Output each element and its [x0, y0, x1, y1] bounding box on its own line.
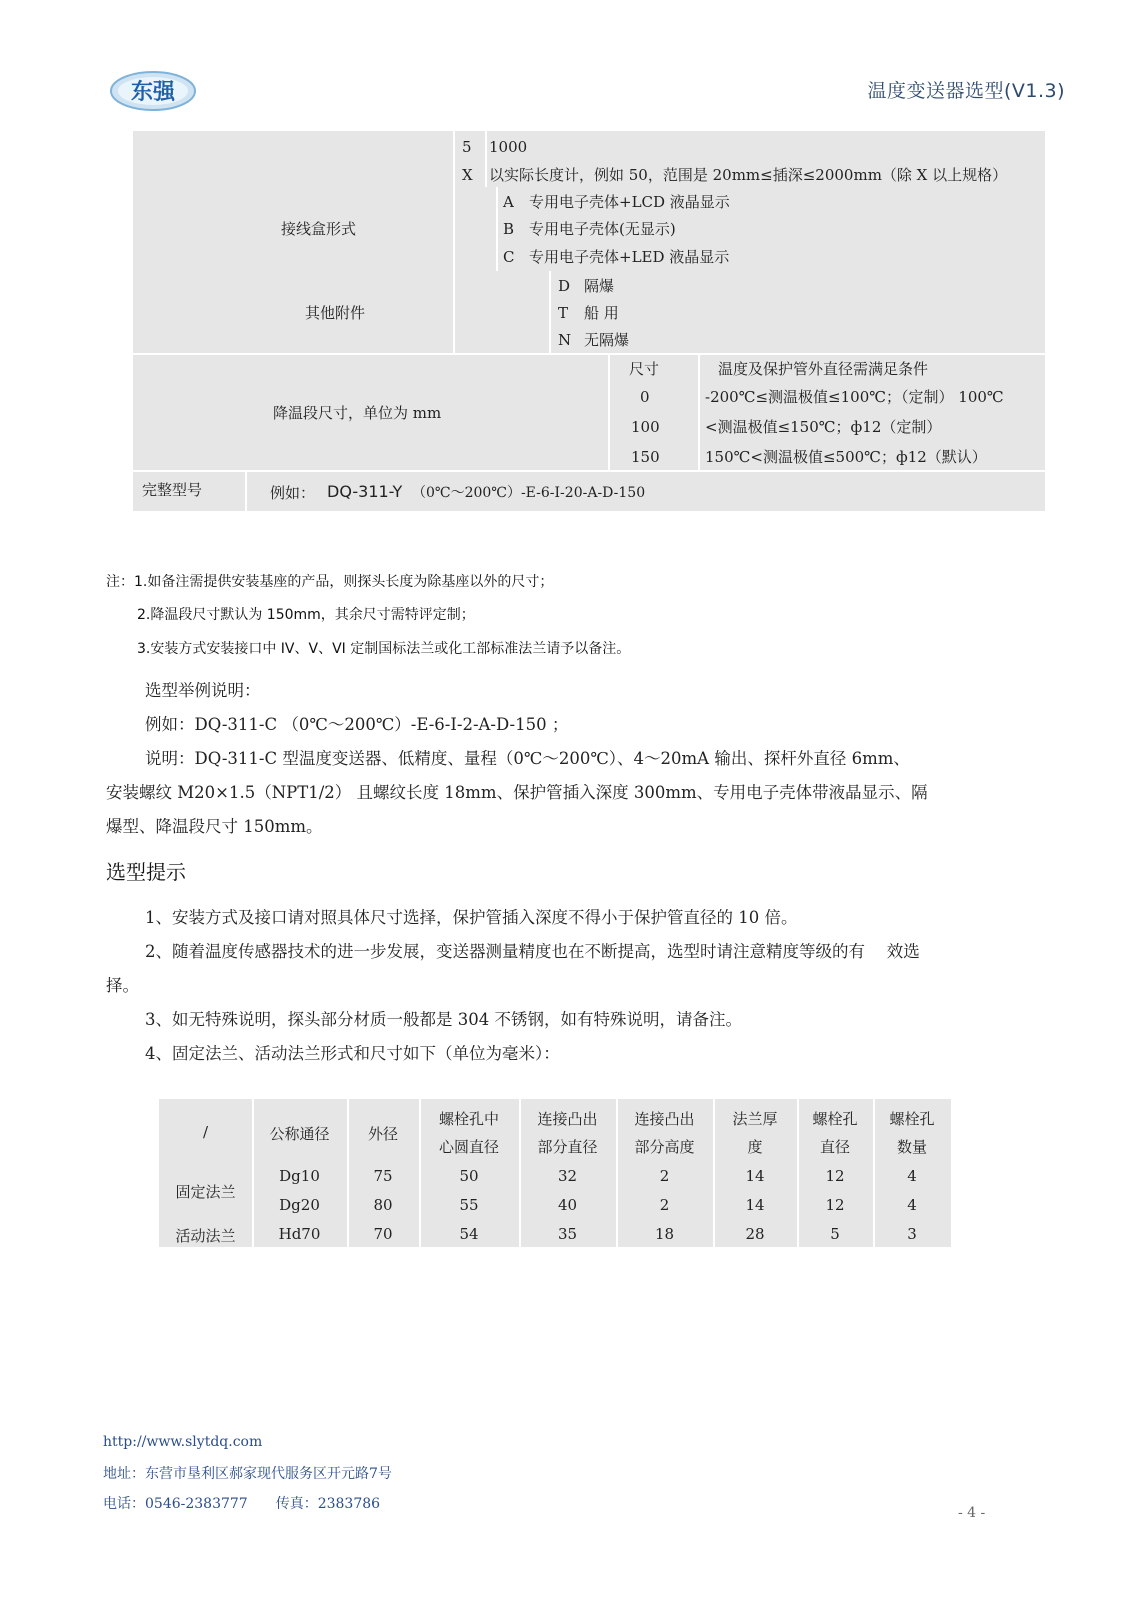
flange-cell: 54: [459, 1225, 479, 1243]
cooling-condition-0: -200℃≤测温极值≤100℃；（定制） 100℃: [705, 388, 1004, 406]
flange-cell: 50: [459, 1167, 479, 1185]
length-desc-x: 以实际长度计，例如 50，范围是 20mm≤插深≤2000mm（除 X 以上规格）: [489, 166, 1008, 184]
company-logo: [108, 68, 198, 114]
length-code-x: X: [462, 166, 473, 184]
accessory-code-n: N: [558, 331, 572, 349]
accessory-desc-t: 船 用: [584, 304, 619, 322]
example-line-3: 安装螺纹 M20×1.5（NPT1/2） 且螺纹长度 18mm、保护管插入深度 300mm、专用电子壳体带液晶显示、隔: [106, 783, 928, 802]
example-heading: 选型举例说明：: [145, 681, 261, 700]
flange-cell: Dg20: [279, 1196, 320, 1214]
note-3: 3.安装方式安装接口中 IV、V、VI 定制国标法兰或化工部标准法兰请予以备注。: [137, 641, 631, 657]
tip-1: 1、安装方式及接口请对照具体尺寸选择，保护管插入深度不得小于保护管直径的 10 倍。: [145, 908, 798, 927]
logo-text: 东强: [130, 80, 176, 105]
flange-cell: 80: [373, 1196, 393, 1214]
junction-box-label: 接线盒形式: [281, 220, 357, 238]
flange-header-thickness-2: 度: [747, 1138, 763, 1156]
flange-header-bolt-circle-1: 螺栓孔中: [438, 1110, 499, 1128]
flange-cell: 14: [745, 1196, 765, 1214]
flange-cell: 32: [557, 1167, 578, 1185]
accessory-desc-d: 隔爆: [584, 277, 615, 295]
flange-table: [159, 1099, 951, 1247]
flange-header-boss-dia-1: 连接凸出: [537, 1110, 598, 1128]
document-title: 温度变送器选型(V1.3): [867, 80, 1065, 102]
flange-header-boss-height-1: 连接凸出: [634, 1110, 695, 1128]
full-model-label: 完整型号: [142, 481, 203, 499]
full-model-prefix: 例如：: [270, 484, 316, 502]
accessories-label: 其他附件: [305, 304, 366, 322]
example-line-2: 说明：DQ-311-C 型温度变送器、低精度、量程（0℃～200℃）、4～20mA 输出、探杆外直径 6mm、: [145, 749, 910, 768]
tip-4: 4、固定法兰、活动法兰形式和尺寸如下（单位为毫米）：: [145, 1044, 560, 1063]
flange-cell: 12: [825, 1167, 845, 1185]
length-desc-5: 1000: [489, 138, 528, 156]
junction-code-c: C: [503, 248, 515, 266]
cooling-size-0: 0: [640, 388, 650, 406]
junction-code-a: A: [503, 193, 514, 211]
flange-cell: 75: [373, 1167, 393, 1185]
flange-cell: Dg10: [279, 1167, 320, 1185]
accessory-code-d: D: [558, 277, 571, 295]
junction-desc-a: 专用电子壳体+LCD 液晶显示: [529, 193, 730, 211]
flange-cell: 3: [907, 1225, 917, 1243]
cooling-size-150: 150: [631, 448, 660, 466]
flange-cell: 4: [907, 1196, 917, 1214]
page-number: - 4 -: [958, 1505, 986, 1521]
flange-fixed-label: 固定法兰: [175, 1183, 236, 1201]
flange-header-bolt-circle-2: 心圆直径: [438, 1138, 499, 1156]
tip-2: 2、随着温度传感器技术的进一步发展，变送器测量精度也在不断提高，选型时请注意精度等级的有 效选: [145, 942, 920, 961]
example-line-1: 例如：DQ-311-C （0℃～200℃）-E-6-I-2-A-D-150 ；: [145, 715, 569, 734]
junction-desc-c: 专用电子壳体+LED 液晶显示: [529, 248, 730, 266]
flange-cell: 70: [373, 1225, 393, 1243]
footer-address: 地址：东营市垦利区郝家现代服务区开元路7号: [103, 1466, 392, 1482]
flange-cell: 4: [907, 1167, 917, 1185]
flange-cell: Hd70: [278, 1225, 321, 1243]
flange-header-outer: 外径: [367, 1125, 398, 1143]
flange-cell: 12: [825, 1196, 845, 1214]
footer-url[interactable]: http://www.slytdq.com: [103, 1434, 263, 1450]
flange-header-boss-height-2: 部分高度: [634, 1138, 695, 1156]
example-line-4: 爆型、降温段尺寸 150mm。: [106, 817, 323, 836]
flange-header-boss-dia-2: 部分直径: [537, 1138, 598, 1156]
flange-cell: 14: [745, 1167, 765, 1185]
flange-cell: 28: [745, 1225, 765, 1243]
junction-desc-b: 专用电子壳体(无显示): [529, 220, 676, 238]
flange-cell: 35: [557, 1225, 578, 1243]
cooling-condition-150: 150℃<测温极值≤500℃；ф12（默认）: [705, 448, 987, 466]
flange-cell: 5: [830, 1225, 840, 1243]
footer-phone: 电话：0546-2383777 传真：2383786: [103, 1496, 381, 1512]
accessory-code-t: T: [558, 304, 569, 322]
flange-cell: 2: [659, 1196, 670, 1214]
flange-cell: 18: [654, 1225, 675, 1243]
cooling-label: 降温段尺寸，单位为 mm: [273, 404, 442, 422]
flange-header-bolt-count-2: 数量: [896, 1138, 927, 1156]
flange-cell: 55: [459, 1196, 479, 1214]
spec-table: [133, 131, 1045, 511]
cooling-size-header: 尺寸: [629, 360, 660, 378]
flange-header-bolt-dia-2: 直径: [819, 1138, 850, 1156]
full-model-code: DQ-311-Y: [327, 482, 403, 501]
tip-3: 3、如无特殊说明，探头部分材质一般都是 304 不锈钢，如有特殊说明，请备注。: [145, 1010, 742, 1029]
cooling-condition-100: <测温极值≤150℃；ф12（定制）: [705, 418, 942, 436]
cooling-condition-header: 温度及保护管外直径需满足条件: [718, 360, 929, 378]
junction-code-b: B: [503, 220, 515, 238]
tip-2-continued: 择。: [106, 976, 139, 995]
flange-header-bolt-dia-1: 螺栓孔: [812, 1110, 858, 1128]
note-2: 2.降温段尺寸默认为 150mm，其余尺寸需特评定制；: [137, 607, 475, 623]
flange-header-slash: /: [202, 1123, 209, 1141]
note-1: 注：1.如备注需提供安装基座的产品，则探头长度为除基座以外的尺寸；: [106, 574, 554, 590]
accessory-desc-n: 无隔爆: [584, 331, 630, 349]
cooling-size-100: 100: [631, 418, 660, 436]
flange-cell: 2: [659, 1167, 670, 1185]
flange-header-thickness-1: 法兰厚: [732, 1110, 778, 1128]
flange-movable-label: 活动法兰: [175, 1227, 236, 1245]
flange-header-bolt-count-1: 螺栓孔: [889, 1110, 935, 1128]
full-model-suffix: （0℃～200℃）-E-6-I-20-A-D-150: [412, 485, 646, 501]
flange-cell: 40: [557, 1196, 578, 1214]
flange-header-nominal: 公称通径: [269, 1125, 330, 1143]
section-heading: 选型提示: [106, 860, 186, 884]
length-code-5: 5: [462, 138, 472, 156]
